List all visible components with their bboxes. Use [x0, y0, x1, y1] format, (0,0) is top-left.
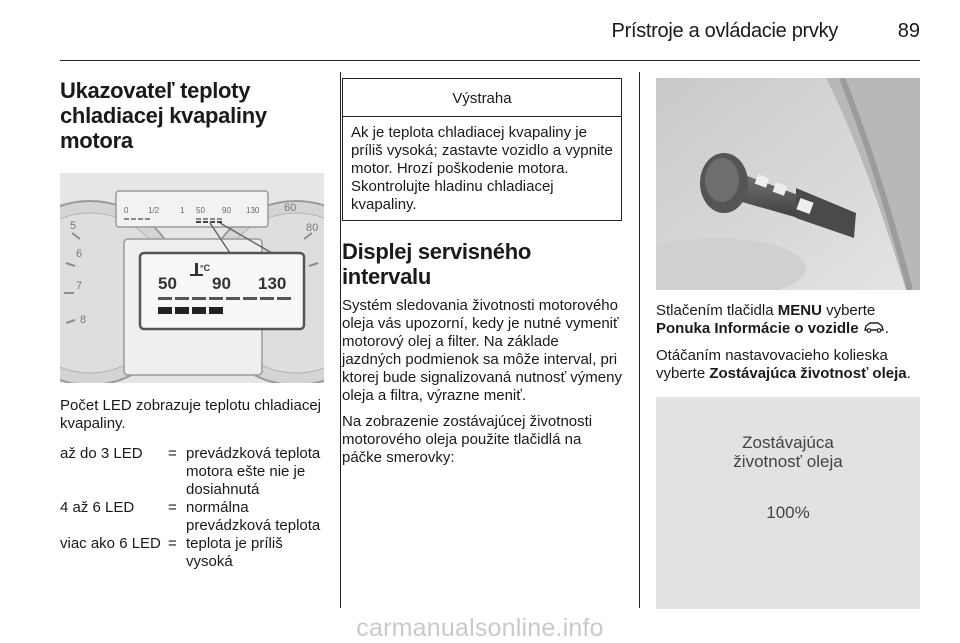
led-segment-lit: [158, 307, 172, 314]
led-segment-lit: [192, 307, 206, 314]
text-fragment: vyberte: [821, 302, 876, 319]
led-segment-outline: [175, 297, 189, 300]
definition-row: [60, 535, 324, 571]
text-fragment: Stlačením tlačidla: [656, 302, 778, 319]
dial-number: 7: [76, 280, 83, 292]
oil-life-display: [656, 397, 920, 609]
zoom-scale-number: 90: [212, 274, 231, 293]
service-paragraph-2: Na zobrazenie zostávajúcej životnosti motorového oleja použite tlačidlá na páčke smerovky:: [342, 413, 593, 466]
definition-term: až do 3 LED: [60, 445, 143, 462]
menu-button-label: MENU: [777, 302, 822, 319]
warning-text: Ak je teplota chladiacej kvapaliny je príliš vysoká; zastavte vozidlo a vypnite motor. Hrozí poškodenie motora. Skontrolujte hladinu chladiacej kvapaliny.: [351, 124, 613, 213]
definition-row: [60, 499, 324, 535]
section-heading-service: Displej servisného intervalu: [342, 239, 532, 289]
column-3: [656, 78, 920, 609]
instrument-cluster-drawing: [60, 173, 324, 383]
scale-label: 90: [222, 206, 231, 215]
zoom-scale-number: 50: [158, 274, 177, 293]
dial-number: 6: [76, 248, 83, 260]
led-segment-off: [243, 297, 257, 300]
unit-symbol: °C: [200, 263, 211, 273]
led-segment-outline: [158, 297, 172, 300]
text-fragment: .: [906, 365, 911, 382]
turn-signal-lever-photo: [656, 78, 920, 290]
led-segment-outline: [209, 297, 223, 300]
led-definition-list: [60, 445, 324, 571]
zoom-scale-number: 130: [258, 274, 287, 293]
scale-label: 0: [124, 206, 129, 215]
definition-equals: =: [168, 445, 177, 462]
definition-text: prevádzková teplota motora ešte nie je dosiahnutá: [186, 445, 321, 498]
led-segment-lit: [209, 307, 223, 314]
page-number: 89: [897, 20, 920, 42]
definition-equals: =: [168, 535, 177, 552]
definition-row: [60, 445, 324, 499]
definition-text: normálna prevádzková teplota: [186, 499, 321, 534]
car-icon: [863, 320, 885, 337]
oil-life-item-label: Zostávajúca životnosť oleja: [709, 365, 907, 382]
warning-box: [342, 78, 622, 221]
scale-label: 1/2: [148, 206, 160, 215]
definition-term: viac ako 6 LED: [60, 535, 161, 552]
instruction-select: [656, 347, 920, 383]
column-1: [60, 78, 324, 571]
display-title: Zostávajúca životnosť oleja: [733, 433, 843, 471]
column-divider-1: [340, 72, 341, 608]
lever-drawing: [656, 78, 920, 290]
definition-text: teplota je príliš vysoká: [186, 535, 283, 570]
vehicle-info-menu-label: Ponuka Informácie o vozidle: [656, 320, 859, 337]
definition-term: 4 až 6 LED: [60, 499, 135, 516]
scale-label: 130: [246, 206, 260, 215]
led-segment-lit: [175, 307, 189, 314]
column-divider-2: [639, 72, 640, 608]
scale-label: 50: [196, 206, 205, 215]
dial-number: 80: [306, 222, 319, 234]
dial-number: 5: [70, 220, 77, 232]
text-fragment: .: [884, 320, 889, 337]
warning-title: Výstraha: [343, 79, 621, 117]
header-rule: [60, 60, 920, 61]
instruction-menu: [656, 302, 920, 338]
section-heading-coolant: Ukazovateľ teploty chladiacej kvapaliny motora: [60, 78, 267, 153]
gauge-description: Počet LED zobrazuje teplotu chladiacej kvapaliny.: [60, 397, 321, 432]
page-header: [60, 20, 920, 50]
dial-number: 60: [284, 202, 297, 214]
dial-number: 8: [80, 314, 87, 326]
led-segment-outline: [192, 297, 206, 300]
coolant-gauge-illustration: [60, 173, 324, 383]
header-title: Prístroje a ovládacie prvky: [611, 20, 838, 42]
led-segment-off: [277, 297, 291, 300]
text-fragment: Otáčaním nastavovacieho kolieska vyberte: [656, 347, 888, 382]
display-value: 100%: [766, 503, 810, 522]
service-paragraph-1: Systém sledovania životnosti motorového oleja vás upozorní, kedy je nutné vymeniť motorový olej a filter. Na základe jazdných podmienok sa môže interval, pri ktorej bude signalizovaná nutnosť výmeny oleja a filtra, výrazne meniť.: [342, 297, 622, 404]
column-2: [342, 78, 622, 467]
definition-equals: =: [168, 499, 177, 516]
watermark: carmanualsonline.info: [356, 614, 604, 642]
led-segment-off: [260, 297, 274, 300]
scale-label: 1: [180, 206, 185, 215]
led-segment-off: [226, 297, 240, 300]
